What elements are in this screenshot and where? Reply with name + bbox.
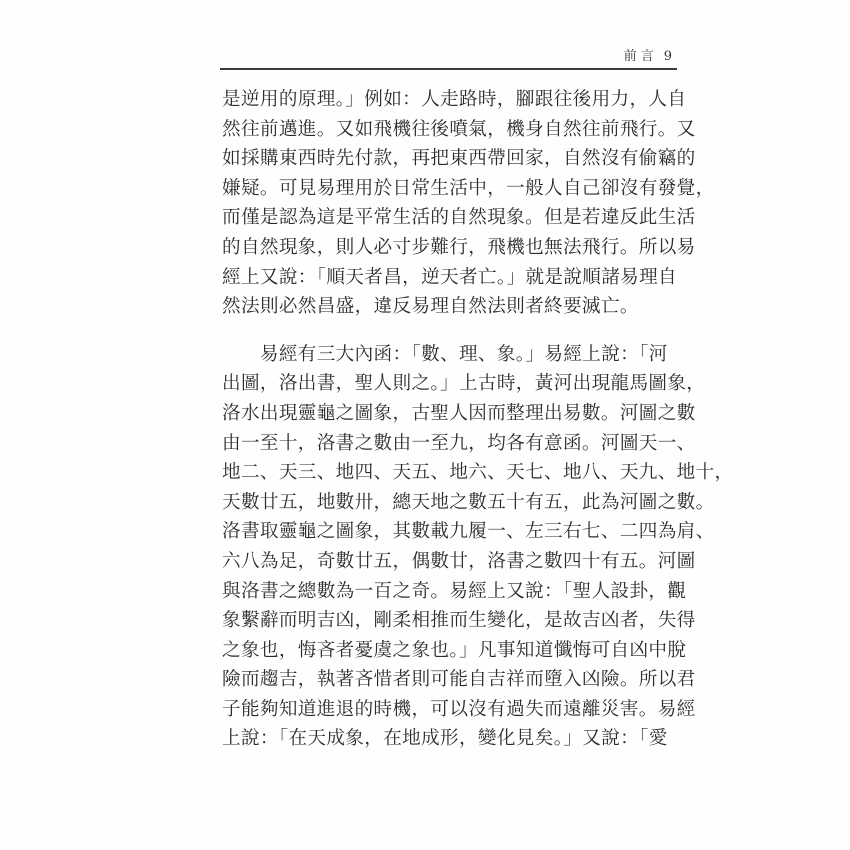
text-line: 的自然現象，則人必寸步難行，飛機也無法飛行。所以易 [222, 236, 696, 258]
text-line: 洛書取靈龜之圖象，其數載九履一、左三右七、二四為肩、 [222, 521, 715, 543]
header-rule [220, 68, 677, 70]
text-line: 然往前邁進。又如飛機往後噴氣，機身自然往前飛行。又 [222, 118, 696, 140]
text-line: 象繫辭而明吉凶，剛柔相推而生變化，是故吉凶者，失得 [222, 610, 696, 632]
text-line: 之象也，悔吝者憂虞之象也。」凡事知道懺悔可自凶中脫 [222, 639, 687, 661]
paragraph-gap [222, 322, 678, 340]
text-line: 然法則必然昌盛，違反易理自然法則者終要滅亡。 [222, 296, 639, 318]
text-line: 洛水出現靈龜之圖象，古聖人因而整理出易數。河圖之數 [222, 402, 696, 424]
text-line: 是逆用的原理。」例如：人走路時，腳跟往後用力，人自 [222, 89, 687, 110]
text-line: 嫌疑。可見易理用於日常生活中，一般人自己卻沒有發覺， [222, 177, 715, 199]
section-title: 前言 [623, 49, 658, 64]
text-line: 與洛書之總數為一百之奇。易經上又說：「聖人設卦，觀 [222, 580, 687, 602]
text-line: 而僅是認為這是平常生活的自然現象。但是若違反此生活 [222, 207, 696, 229]
text-line: 如採購東西時先付款，再把東西帶回家，自然沒有偷竊的 [222, 148, 696, 170]
paragraph-1 [222, 85, 715, 322]
text-line: 天數廿五，地數卅，總天地之數五十有五，此為河圖之數。 [222, 491, 715, 513]
text-line: 經上又說：「順天者昌，逆天者亡。」就是說順諸易理自 [222, 266, 677, 288]
text-line: 子能夠知道進退的時機，可以沒有過失而遠離災害。易經 [222, 698, 696, 720]
text-line: 出圖，洛出書，聖人則之。」上古時，黃河出現龍馬圖象， [222, 373, 706, 395]
body-text [222, 85, 734, 754]
text-line: 險而趨吉，執著吝惜者則可能自吉祥而墮入凶險。所以君 [222, 669, 696, 691]
text-line: 地二、天三、地四、天五、地六、天七、地八、天九、地十， [222, 462, 734, 484]
paragraph-2 [222, 340, 734, 754]
text-line: 由一至十，洛書之數由一至九，均各有意函。河圖天一、 [222, 432, 696, 454]
text-line: 上說：「在天成象，在地成形，變化見矣。」又說：「愛 [222, 728, 668, 750]
text-line: 易經有三大內函：「數、理、象。」易經上說：「河 [222, 343, 668, 365]
page-number: 9 [663, 49, 672, 64]
running-header [624, 45, 672, 64]
text-line: 六八為足，奇數廿五，偶數廿，洛書之數四十有五。河圖 [222, 550, 696, 572]
